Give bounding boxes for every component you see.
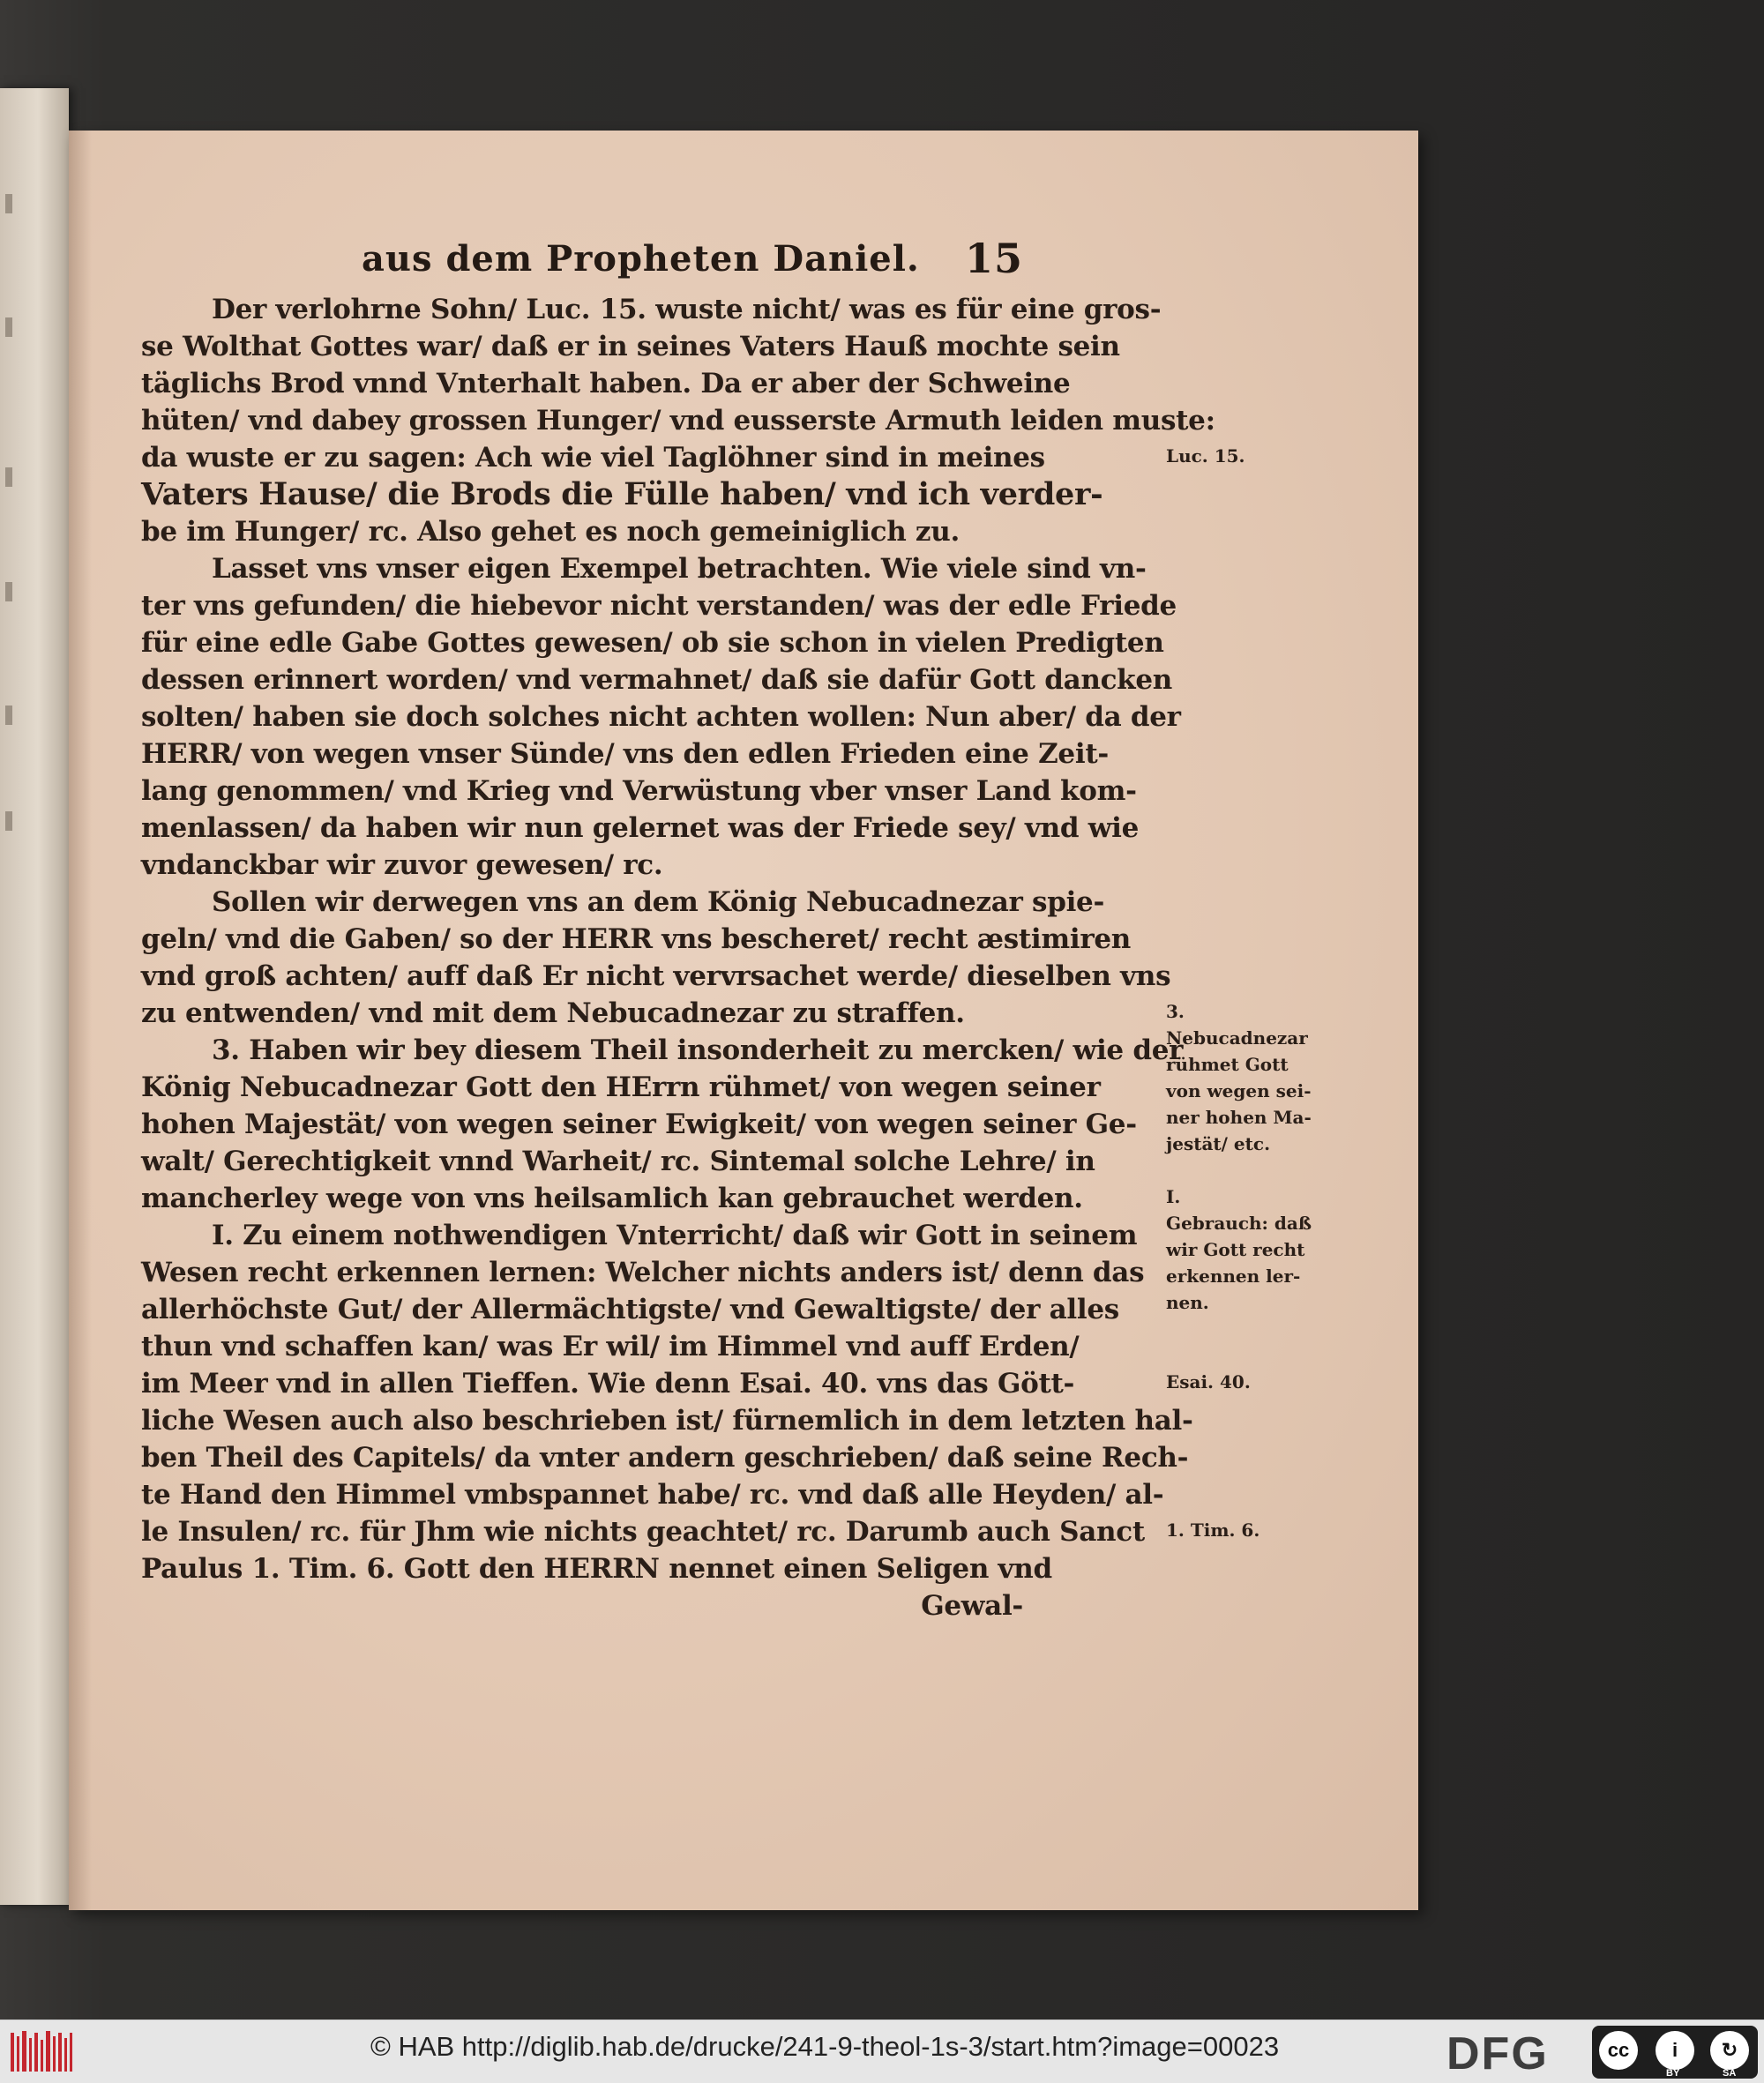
running-head	[362, 231, 1023, 287]
text-line: menlassen/ da haben wir nun gelernet was der Friede sey/ vnd wie	[141, 812, 1140, 844]
text-line: se Wolthat Gottes war/ daß er in seines Vaters Hauß mochte sein	[141, 331, 1120, 362]
text-line: ter vns gefunden/ die hiebevor nicht verstanden/ was der edle Friede	[141, 590, 1177, 622]
previous-page-text-fragment	[5, 706, 12, 725]
text-line: zu entwenden/ vnd mit dem Nebucadnezar zu straffen.	[141, 997, 965, 1029]
previous-page-text-fragment	[5, 317, 12, 337]
text-line: liche Wesen auch also beschrieben ist/ fürnemlich in dem letzten hal-	[141, 1405, 1193, 1437]
previous-page-text-fragment	[5, 467, 12, 487]
body-text	[141, 291, 1312, 1624]
text-line: Lasset vns vnser eigen Exempel betrachten. Wie viele sind vn-	[212, 553, 1147, 585]
text-line: ben Theil des Capitels/ da vnter andern geschrieben/ daß seine Rech-	[141, 1442, 1189, 1474]
dfg-logo[interactable]: DFG	[1446, 2028, 1549, 2079]
previous-page-edge	[0, 88, 69, 1905]
margin-note	[1166, 998, 1334, 1157]
margin-note-line: nen.	[1166, 1292, 1209, 1313]
text-line: Gewal-	[921, 1590, 1023, 1622]
previous-page-text-fragment	[5, 582, 12, 601]
margin-note-line: Luc. 15.	[1166, 445, 1245, 467]
text-line: lang genommen/ vnd Krieg vnd Verwüstung vber vnser Land kom-	[141, 775, 1137, 807]
text-line: Der verlohrne Sohn/ Luc. 15. wuste nicht/ was es für eine gros-	[212, 294, 1162, 325]
running-head-title: aus dem Propheten Daniel.	[362, 238, 920, 280]
text-line: Sollen wir derwegen vns an dem König Nebucadnezar spie-	[212, 886, 1105, 918]
cc-icon: cc	[1599, 2031, 1638, 2070]
text-line: I. Zu einem nothwendigen Vnterricht/ daß wir Gott in seinem	[212, 1220, 1138, 1251]
text-line: 3. Haben wir bey diesem Theil insonderheit zu mercken/ wie der	[212, 1034, 1184, 1066]
text-line: täglichs Brod vnnd Vnterhalt haben. Da er aber der Schweine	[141, 368, 1071, 399]
text-line: für eine edle Gabe Gottes gewesen/ ob sie schon in vielen Predigten	[141, 627, 1164, 659]
previous-page-text-fragment	[5, 811, 12, 831]
margin-note-line: 3.	[1166, 1001, 1185, 1022]
text-line: solten/ haben sie doch solches nicht achten wollen: Nun aber/ da der	[141, 701, 1181, 733]
margin-note	[1166, 1517, 1334, 1543]
license-sa-label: SA	[1723, 2068, 1737, 2079]
page-number: 15	[964, 235, 1023, 282]
text-line: dessen erinnert worden/ vnd vermahnet/ daß sie dafür Gott dancken	[141, 664, 1173, 696]
margin-note-line: I.	[1166, 1186, 1181, 1207]
text-line: HERR/ von wegen vnser Sünde/ vns den edlen Frieden eine Zeit-	[141, 738, 1109, 770]
margin-note-line: jestät/ etc.	[1166, 1133, 1271, 1154]
margin-note-line: erkennen ler-	[1166, 1265, 1301, 1287]
text-line: geln/ vnd die Gaben/ so der HERR vns bescheret/ recht æstimiren	[141, 923, 1132, 955]
margin-note-line: 1. Tim. 6.	[1166, 1519, 1260, 1541]
footer-copyright-url[interactable]: © HAB http://diglib.hab.de/drucke/241-9-theol-1s-3/start.htm?image=00023	[370, 2031, 1280, 2062]
margin-note-line: Esai. 40.	[1166, 1371, 1251, 1392]
text-line: hohen Majestät/ von wegen seiner Ewigkeit/ von wegen seiner Ge-	[141, 1109, 1137, 1140]
footer-bar	[0, 2020, 1764, 2083]
text-line: te Hand den Himmel vmbspannet habe/ rc. vnd daß alle Heyden/ al-	[141, 1479, 1164, 1511]
text-line: König Nebucadnezar Gott den HErrn rühmet/ von wegen seiner	[141, 1071, 1101, 1103]
text-line: thun vnd schaffen kan/ was Er wil/ im Himmel vnd auff Erden/	[141, 1331, 1080, 1363]
hab-barcode-logo-icon	[9, 2027, 74, 2077]
text-line: mancherley wege von vns heilsamlich kan gebrauchet werden.	[141, 1183, 1083, 1214]
text-line: Paulus 1. Tim. 6. Gott den HERRN nennet einen Seligen vnd	[141, 1553, 1052, 1585]
text-line: allerhöchste Gut/ der Allermächtigste/ vnd Gewaltigste/ der alles	[141, 1294, 1119, 1325]
margin-note-line: von wegen sei-	[1166, 1080, 1312, 1101]
text-line: walt/ Gerechtigkeit vnnd Warheit/ rc. Sintemal solche Lehre/ in	[141, 1146, 1095, 1177]
text-line: le Insulen/ rc. für Jhm wie nichts geachtet/ rc. Darumb auch Sanct	[141, 1516, 1145, 1548]
margin-note-line: Gebrauch: daß	[1166, 1213, 1312, 1234]
sa-share-alike-icon: ↻	[1710, 2031, 1749, 2070]
text-line: im Meer vnd in allen Tieffen. Wie denn Esai. 40. vns das Gött-	[141, 1368, 1075, 1400]
text-line: da wuste er zu sagen: Ach wie viel Taglöhner sind in meines	[141, 442, 1045, 474]
margin-note-line: Nebucadnezar	[1166, 1027, 1308, 1049]
text-line: Vaters Hause/ die Brods die Fülle haben/ vnd ich verder-	[141, 476, 1103, 512]
by-attribution-icon: i	[1656, 2031, 1694, 2070]
margin-note	[1166, 443, 1334, 469]
margin-note-line: wir Gott recht	[1166, 1239, 1305, 1260]
margin-note-line: ner hohen Ma-	[1166, 1107, 1312, 1128]
license-by-label: BY	[1666, 2068, 1680, 2079]
margin-note-line: rühmet Gott	[1166, 1054, 1289, 1075]
page-gutter-shadow	[69, 131, 92, 1910]
previous-page-text-fragment	[5, 194, 12, 213]
text-line: vndanckbar wir zuvor gewesen/ rc.	[141, 849, 663, 881]
cc-license-badge[interactable]	[1592, 2026, 1758, 2079]
margin-note	[1166, 1369, 1334, 1395]
text-line: vnd groß achten/ auff daß Er nicht vervrsachet werde/ dieselben vns	[141, 960, 1171, 992]
text-line: Wesen recht erkennen lernen: Welcher nichts anders ist/ denn das	[141, 1257, 1145, 1288]
text-line: be im Hunger/ rc. Also gehet es noch gemeiniglich zu.	[141, 516, 960, 548]
margin-note	[1166, 1183, 1334, 1316]
text-line: hüten/ vnd dabey grossen Hunger/ vnd eusserste Armuth leiden muste:	[141, 405, 1215, 437]
